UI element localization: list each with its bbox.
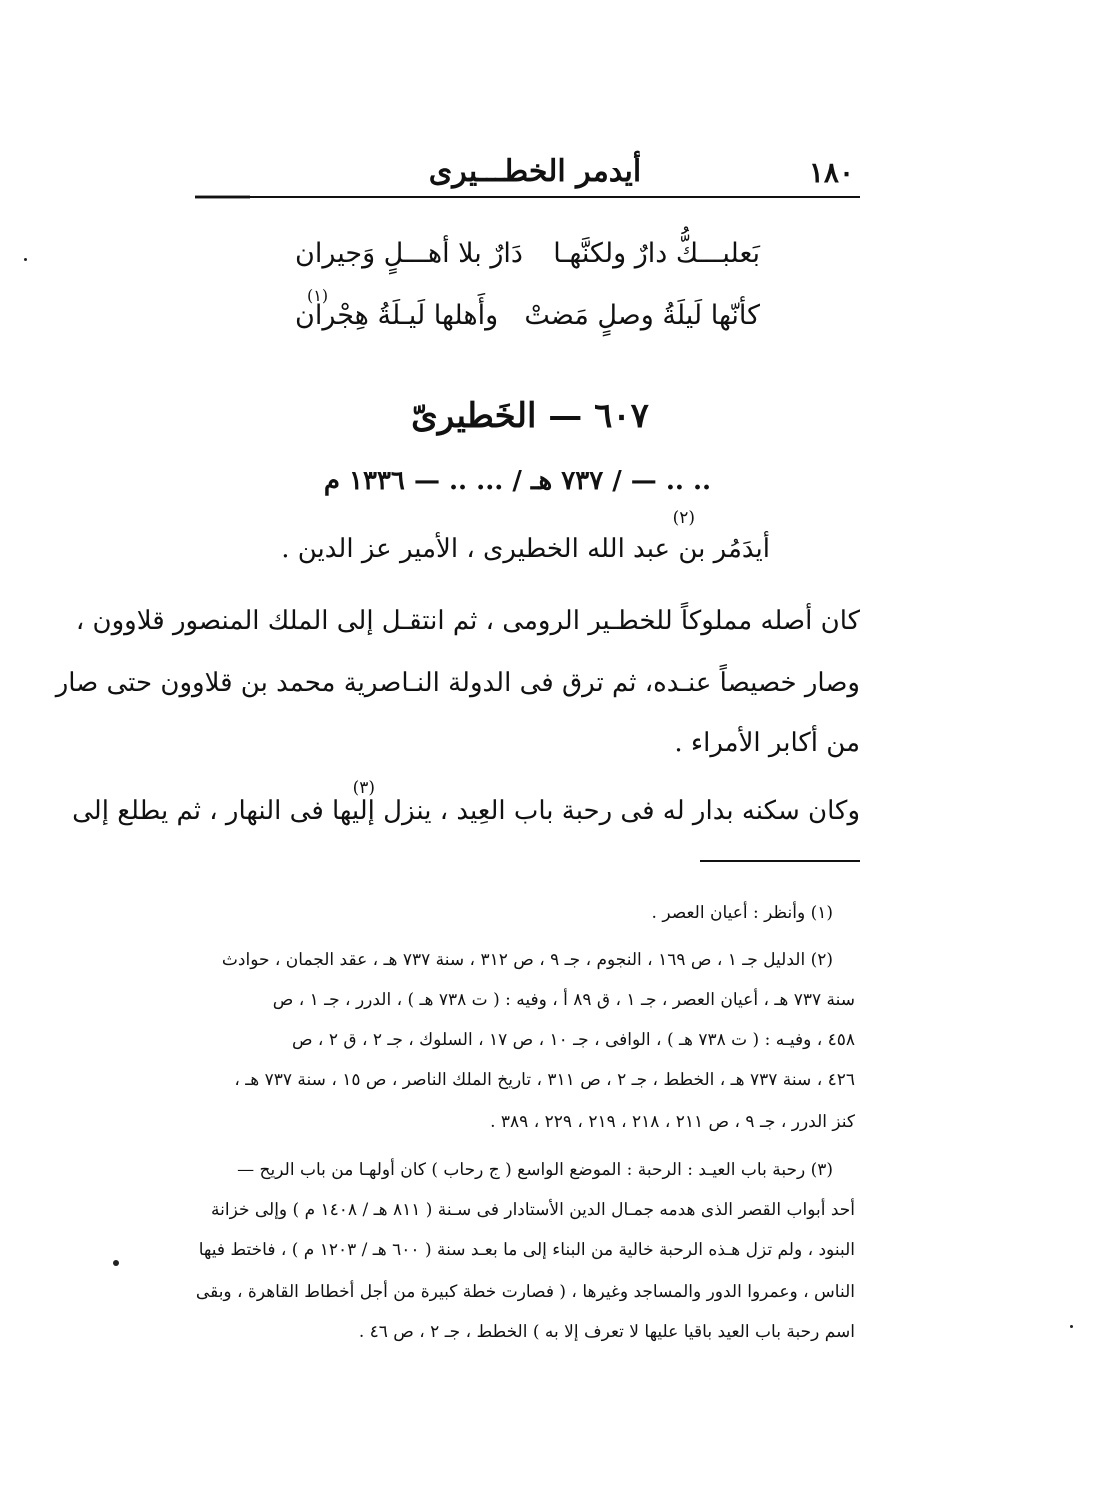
verse-1-first-hemistich: بَعلبـــكُّ دارٌ ولكنَّهـا: [553, 238, 760, 269]
body-line-4: وكان سكنه بدار له فى رحبة باب العِيد ، ينزل إليها فى النهار ، ثم يطلع إلى: [72, 796, 860, 826]
footnote-mark-1: (١): [307, 286, 329, 305]
header-rule: [195, 196, 860, 198]
entry-heading: ٦٠٧ — الخَطيرىّ: [411, 396, 649, 436]
body-line-2: وصار خصيصاً عنـده، ثم ترق فى الدولة النـاصرية محمد بن قلاوون حتى صار: [55, 668, 860, 698]
verse-2-second-hemistich: وأَهلها لَيـلَةُ هِجْران: [295, 300, 499, 331]
running-title: أيدمر الخطـــيرى: [428, 154, 642, 189]
scan-speck: [24, 258, 27, 261]
footnote-3-line-3: البنود ، ولم تزل هـذه الرحبة خالية من البناء إلى ما بعـد سنة ( ٦٠٠ هـ / ١٢٠٣ م ) ، فاختط فيها: [198, 1240, 855, 1260]
footnote-2-line-3: ٤٥٨ ، وفيـه : ( ت ٧٣٨ هـ ) ، الوافى ، جـ ١٠ ، ص ١٧ ، السلوك ، جـ ٢ ، ق ٢ ، ص: [291, 1030, 855, 1050]
footnote-1: (١) وأنظر : أعيان العصر .: [651, 903, 833, 923]
footnote-3-line-1: (٣) رحبة باب العيـد : الرحبة : الموضع الواسع ( ج رحاب ) كان أولهـا من باب الريح —: [237, 1160, 833, 1180]
footnote-3-line-2: أحد أبواب القصر الذى هدمه جمـال الدين الأستادار فى سـنة ( ٨١١ هـ / ١٤٠٨ م ) وإلى خزانة: [211, 1200, 855, 1220]
verse-1-second-hemistich: دَارٌ بلا أهـــلٍ وَجيران: [295, 238, 523, 269]
footnote-3-line-4: الناس ، وعمروا الدور والمساجد وغيرها ، ( فصارت خطة كبيرة من أجل أخطاط القاهرة ، وبقى: [195, 1282, 855, 1302]
verse-line-1: [285, 238, 760, 282]
running-head: [195, 150, 860, 192]
body-line-1: كان أصله مملوكاً للخطـير الرومى ، ثم انتقـل إلى الملك المنصور قلاوون ،: [75, 606, 860, 636]
scan-speck: [113, 1260, 119, 1266]
entry-date-line: .. .. — / ٧٣٧ هـ / ... .. — ١٣٣٦ م: [323, 466, 712, 496]
page-number: ١٨٠: [808, 156, 854, 189]
scan-speck: [1070, 1325, 1073, 1328]
footnote-mark-2: (٢): [672, 508, 695, 528]
footnote-2-line-5: كنز الدرر ، جـ ٩ ، ص ٢١١ ، ٢١٨ ، ٢١٩ ، ٢٢٩ ، ٣٨٩ .: [490, 1112, 855, 1132]
body-line-3: من أكابر الأمراء .: [674, 728, 860, 758]
footnote-mark-3: (٣): [352, 778, 375, 798]
verse-2-first-hemistich: كأنّها لَيلَةُ وصلٍ مَضتْ: [524, 300, 760, 331]
footnote-2-line-4: ٤٢٦ ، سنة ٧٣٧ هـ ، الخطط ، جـ ٢ ، ص ٣١١ ، تاريخ الملك الناصر ، ص ١٥ ، سنة ٧٣٧ هـ ،: [234, 1070, 855, 1090]
entry-name-line: أيدَمُر بن عبد الله الخطيرى ، الأمير عز الدين .: [281, 534, 770, 564]
footnote-2-line-1: (٢) الدليل جـ ١ ، ص ١٦٩ ، النجوم ، جـ ٩ ، ص ٣١٢ ، سنة ٧٣٧ هـ ، عقد الجمان ، حوادث: [221, 950, 833, 970]
footnote-separator: [700, 860, 860, 862]
verse-line-2: [285, 286, 760, 344]
footnote-2-line-2: سنة ٧٣٧ هـ ، أعيان العصر ، جـ ١ ، ق ٨٩ أ ، وفيه : ( ت ٧٣٨ هـ ) ، الدرر ، جـ ١ ، ص: [272, 990, 855, 1010]
footnote-3-line-5: اسم رحبة باب العيد باقيا عليها لا تعرف إلا به ) الخطط ، جـ ٢ ، ص ٤٦ .: [358, 1322, 855, 1342]
